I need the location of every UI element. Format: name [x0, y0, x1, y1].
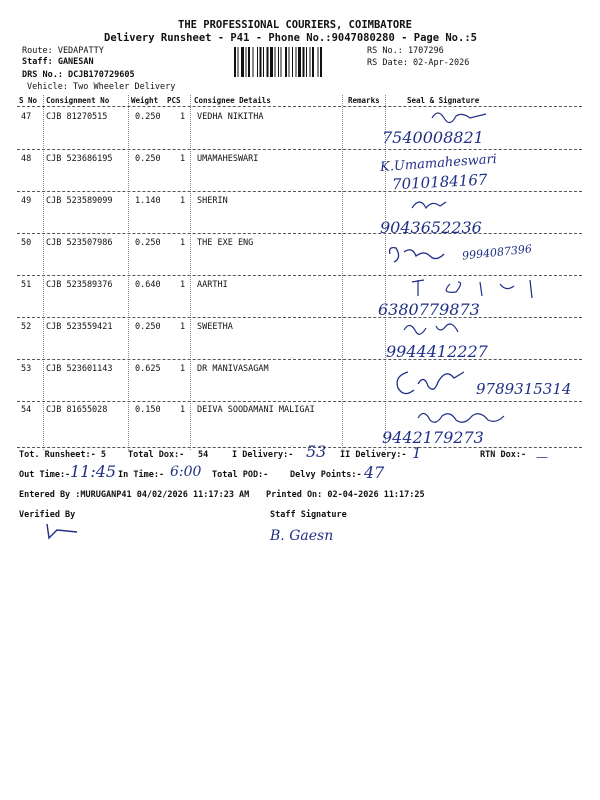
header-divider — [17, 106, 582, 107]
total-dox-label: Total Dox:- — [128, 450, 185, 460]
row-pcs: 1 — [180, 196, 186, 206]
ii-delivery-label: II Delivery:- — [340, 450, 407, 460]
verified-signature — [43, 522, 83, 540]
barcode — [234, 47, 364, 77]
row-divider — [17, 191, 582, 192]
row-consignment: CJB 523601143 — [46, 364, 113, 374]
row-pcs: 1 — [180, 280, 186, 290]
row-consignee: SWEETHA — [197, 322, 233, 332]
handwritten-signature — [410, 196, 450, 212]
row-consignee: SHERIN — [197, 196, 228, 206]
handwritten-phone: 9944412227 — [386, 342, 488, 361]
row-consignee: THE EXE ENG — [197, 238, 254, 248]
out-time-handwritten: 11:45 — [70, 462, 117, 481]
staff-text: Staff: GANESAN — [22, 57, 94, 67]
out-time-label: Out Time:- — [19, 470, 71, 480]
delvy-points-label: Delvy Points:- — [290, 470, 362, 480]
handwritten-phone: 9043652236 — [380, 218, 482, 237]
row-pcs: 1 — [180, 322, 186, 332]
row-divider — [17, 447, 582, 448]
row-weight: 0.250 — [135, 322, 161, 332]
rtn-dox-handwritten: — — [536, 450, 548, 464]
row-pcs: 1 — [180, 238, 186, 248]
in-time-label: In Time:- — [118, 470, 165, 480]
i-delivery-label: I Delivery:- — [232, 450, 294, 460]
row-consignment: CJB 523559421 — [46, 322, 113, 332]
col-header-seal: Seal & Signature — [407, 96, 480, 105]
col-header-pcs: PCS — [167, 96, 181, 105]
row-sno: 50 — [21, 238, 32, 248]
vehicle-text: Vehicle: Two Wheeler Delivery — [27, 82, 176, 92]
row-sno: 54 — [21, 405, 32, 415]
rs-date: RS Date: 02-Apr-2026 — [367, 58, 470, 68]
row-consignee: AARTHI — [197, 280, 228, 290]
verified-by-label: Verified By — [19, 510, 76, 520]
handwritten-name: K.Umamaheswari — [379, 151, 498, 176]
row-sno: 51 — [21, 280, 32, 290]
row-sno: 49 — [21, 196, 32, 206]
col-header-sno: S No — [19, 96, 38, 105]
total-dox-value: 54 — [198, 450, 209, 460]
i-delivery-handwritten: 53 — [306, 442, 327, 461]
handwritten-phone: 7540008821 — [382, 128, 484, 147]
route-text: Route: VEDAPATTY — [22, 46, 104, 56]
staff-signature-handwritten: B. Gaesn — [270, 528, 334, 544]
row-divider — [17, 317, 582, 318]
handwritten-phone: 9442179273 — [382, 428, 484, 447]
row-consignee: UMAMAHESWARI — [197, 154, 259, 164]
handwritten-phone: 6380779873 — [378, 300, 480, 319]
col-header-consignment: Consignment No — [46, 96, 110, 105]
row-weight: 0.250 — [135, 238, 161, 248]
handwritten-phone: 9789315314 — [476, 380, 572, 398]
row-consignee: DEIVA SOODAMANI MALIGAI — [197, 405, 315, 415]
row-consignment: CJB 523686195 — [46, 154, 113, 164]
row-weight: 0.250 — [135, 112, 161, 122]
row-consignee: DR MANIVASAGAM — [197, 364, 269, 374]
row-consignment: CJB 81655028 — [46, 405, 108, 415]
row-sno: 53 — [21, 364, 32, 374]
col-header-consignee: Consignee Details — [194, 96, 271, 105]
printed-on: Printed On: 02-04-2026 11:17:25 — [266, 490, 425, 500]
row-divider — [17, 401, 582, 402]
col-header-weight: Weight — [131, 96, 159, 105]
row-weight: 0.150 — [135, 405, 161, 415]
row-weight: 1.140 — [135, 196, 161, 206]
handwritten-signature — [414, 408, 524, 428]
row-divider — [17, 233, 582, 234]
row-pcs: 1 — [180, 364, 186, 374]
row-weight: 0.625 — [135, 364, 161, 374]
handwritten-signature — [386, 244, 456, 266]
in-time-handwritten: 6:00 — [170, 464, 202, 480]
row-pcs: 1 — [180, 405, 186, 415]
row-sno: 47 — [21, 112, 32, 122]
staff-signature-label: Staff Signature — [270, 510, 347, 520]
delvy-points-handwritten: 47 — [364, 463, 385, 482]
entered-by: Entered By :MURUGANP41 04/02/2026 11:17:23 AM — [19, 490, 250, 500]
handwritten-signature — [394, 364, 474, 400]
row-consignment: CJB 523507986 — [46, 238, 113, 248]
row-sno: 52 — [21, 322, 32, 332]
row-consignment: CJB 523589099 — [46, 196, 113, 206]
runsheet-subtitle: Delivery Runsheet - P41 - Phone No.:9047080280 - Page No.:5 — [104, 32, 477, 44]
drs-number: DRS No.: DCJB170729605 — [22, 70, 135, 80]
col-header-remarks: Remarks — [348, 96, 380, 105]
total-runsheet: Tot. Runsheet:- 5 — [19, 450, 106, 460]
row-pcs: 1 — [180, 112, 186, 122]
row-consignment: CJB 81270515 — [46, 112, 108, 122]
total-pod-label: Total POD:- — [212, 470, 269, 480]
handwritten-signature — [400, 320, 470, 340]
row-consignment: CJB 523589376 — [46, 280, 113, 290]
company-title: THE PROFESSIONAL COURIERS, COIMBATORE — [178, 19, 412, 31]
handwritten-signature — [410, 276, 550, 300]
rtn-dox-label: RTN Dox:- — [480, 450, 527, 460]
handwritten-phone: 7010184167 — [391, 170, 488, 194]
handwritten-phone: 9994087396 — [461, 242, 533, 263]
row-pcs: 1 — [180, 154, 186, 164]
rs-number: RS No.: 1707296 — [367, 46, 444, 56]
ii-delivery-handwritten: 1 — [412, 444, 422, 462]
row-consignee: VEDHA NIKITHA — [197, 112, 264, 122]
row-weight: 0.250 — [135, 154, 161, 164]
row-divider — [17, 149, 582, 150]
row-sno: 48 — [21, 154, 32, 164]
row-divider — [17, 359, 582, 360]
row-weight: 0.640 — [135, 280, 161, 290]
handwritten-signature — [430, 108, 490, 124]
